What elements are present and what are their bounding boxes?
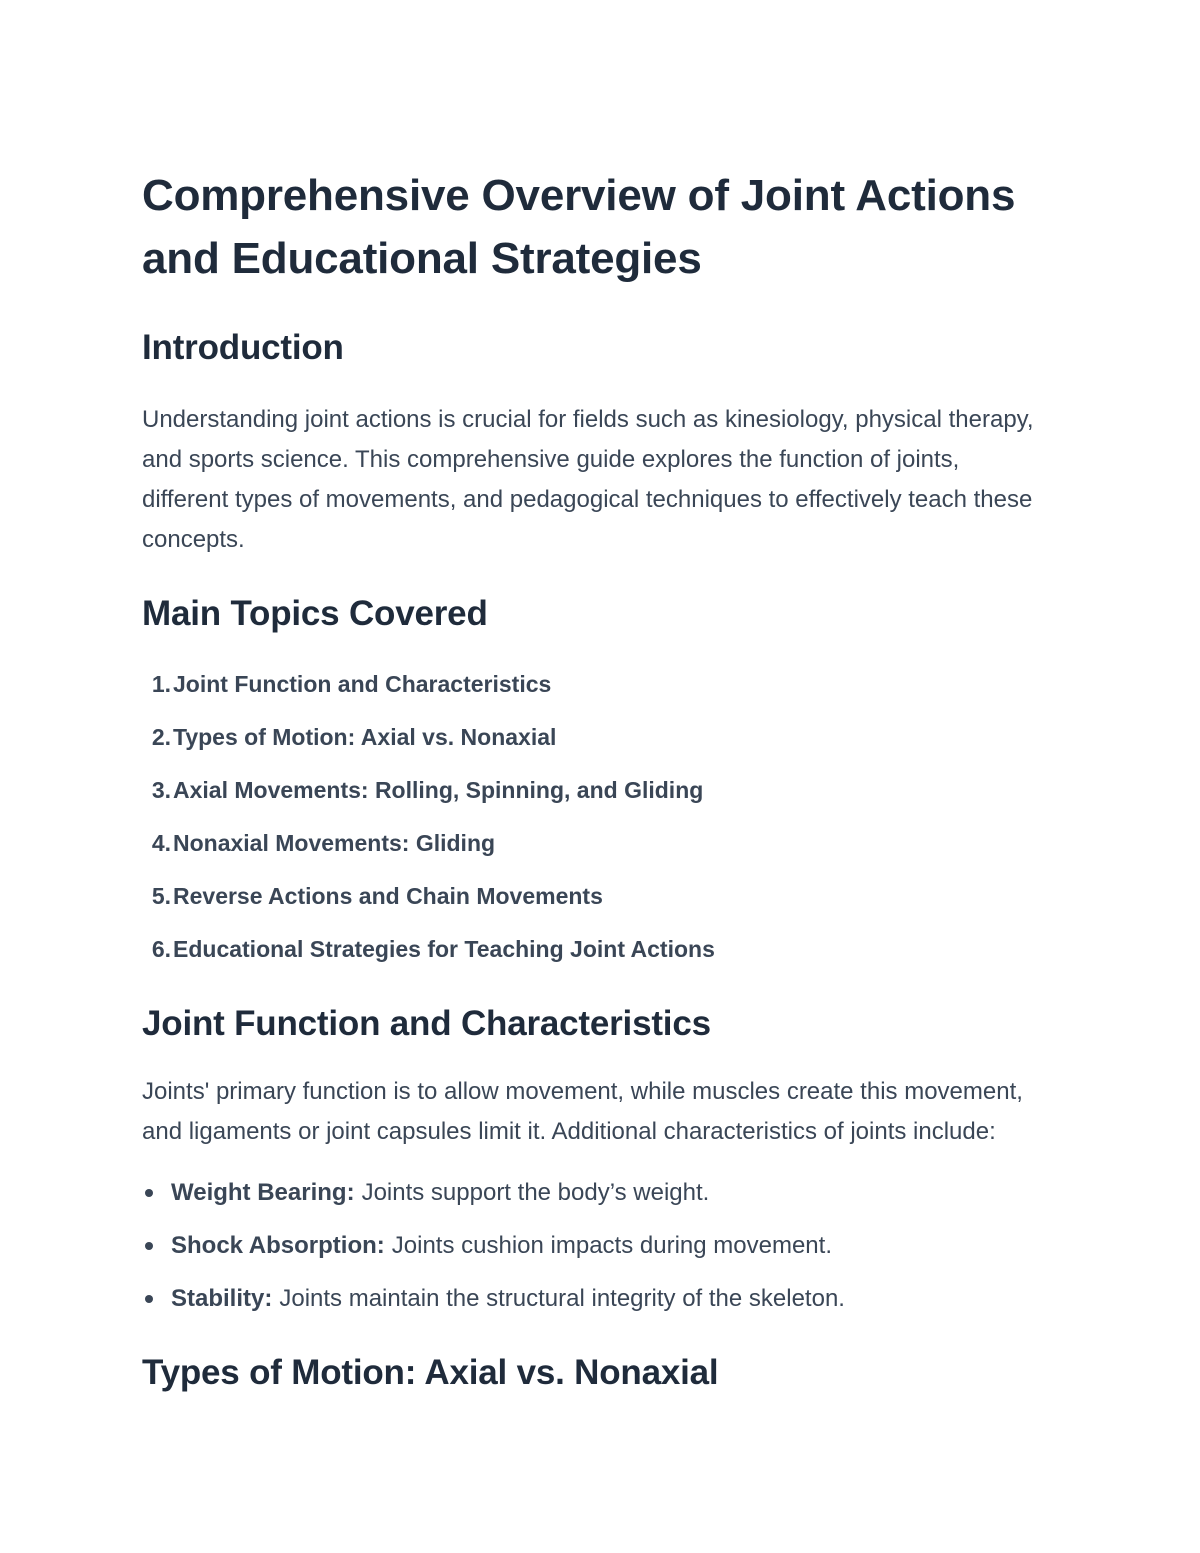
introduction-paragraph: Understanding joint actions is crucial for fields such as kinesiology, physical therapy, and sports science. This comprehensive guide explores the function of joints, different types of movements, and pedagogical techniques to effectively teach these concepts. — [142, 406, 1034, 553]
bullet-term: Shock Absorption: — [171, 1232, 385, 1259]
bullet-icon — [145, 1242, 153, 1250]
topic-number: 3. — [151, 777, 171, 803]
main-topics-heading: Main Topics Covered — [142, 594, 488, 633]
list-item — [142, 1272, 1042, 1325]
introduction-heading: Introduction — [142, 328, 344, 367]
topic-number: 5. — [151, 883, 171, 909]
joint-function-paragraph: Joints' primary function is to allow movement, while muscles create this movement, and ligaments or joint capsules limit it. Additional characteristics of joints include: — [142, 1078, 1023, 1145]
bullet-text: Joints support the body’s weight. — [361, 1179, 710, 1206]
bullet-icon — [145, 1295, 153, 1303]
document-page — [142, 164, 1042, 1397]
bullet-text: Joints maintain the structural integrity of the skeleton. — [279, 1285, 845, 1312]
topic-text: Nonaxial Movements: Gliding — [173, 830, 496, 856]
topic-number: 2. — [151, 724, 171, 750]
topic-item — [142, 658, 1042, 711]
bullet-term: Weight Bearing: — [171, 1179, 355, 1206]
topic-item — [142, 817, 1042, 870]
topic-text: Reverse Actions and Chain Movements — [173, 883, 603, 909]
topic-number: 1. — [151, 671, 171, 697]
bullet-text: Joints cushion impacts during movement. — [391, 1232, 832, 1259]
list-item — [142, 1219, 1042, 1272]
joint-function-heading: Joint Function and Characteristics — [142, 1004, 711, 1043]
topic-number: 6. — [151, 936, 171, 962]
topic-item — [142, 870, 1042, 923]
main-topics-list — [142, 658, 1042, 976]
document-title: Comprehensive Overview of Joint Actions and Educational Strategies — [142, 171, 1016, 283]
joint-characteristics-list — [142, 1166, 1042, 1325]
topic-number: 4. — [151, 830, 171, 856]
bullet-icon — [145, 1189, 153, 1197]
types-of-motion-heading: Types of Motion: Axial vs. Nonaxial — [142, 1353, 719, 1392]
bullet-term: Stability: — [171, 1285, 273, 1312]
topic-item — [142, 711, 1042, 764]
topic-item — [142, 923, 1042, 976]
topic-text: Axial Movements: Rolling, Spinning, and Gliding — [173, 777, 704, 803]
topic-text: Joint Function and Characteristics — [173, 671, 552, 697]
topic-text: Types of Motion: Axial vs. Nonaxial — [173, 724, 557, 750]
topic-item — [142, 764, 1042, 817]
list-item — [142, 1166, 1042, 1219]
topic-text: Educational Strategies for Teaching Joint Actions — [173, 936, 715, 962]
